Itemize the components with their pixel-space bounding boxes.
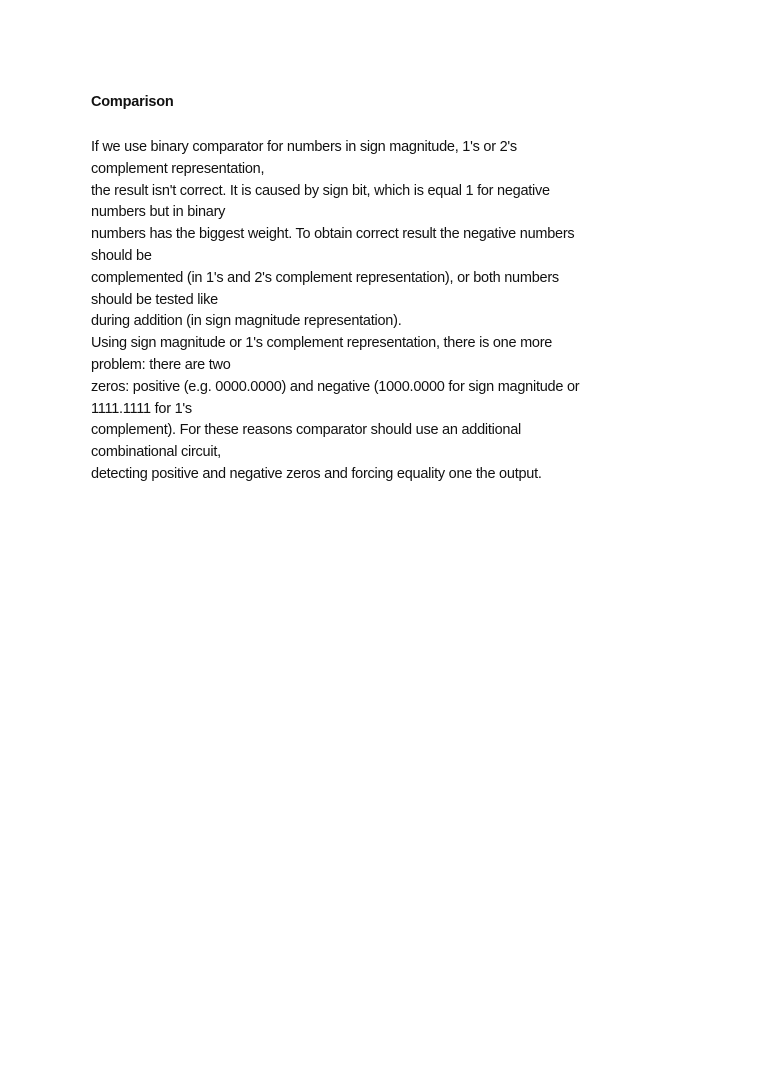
text-line: during addition (in sign magnitude representation).	[91, 313, 402, 330]
text-line: numbers has the biggest weight. To obtain correct result the negative numbers	[91, 226, 575, 243]
body-paragraph	[91, 137, 731, 486]
text-line: complement representation,	[91, 160, 265, 177]
text-line: complement). For these reasons comparator should use an additional	[91, 422, 522, 439]
text-line: detecting positive and negative zeros and forcing equality one the output.	[91, 465, 542, 482]
text-line: combinational circuit,	[91, 444, 221, 461]
document-page	[91, 92, 731, 486]
text-line: the result isn't correct. It is caused by sign bit, which is equal 1 for negative	[91, 182, 550, 199]
section-heading: Comparison	[91, 94, 174, 110]
text-line: complemented (in 1's and 2's complement representation), or both numbers	[91, 269, 559, 286]
text-line: problem: there are two	[91, 356, 231, 373]
text-line: 1111.1111 for 1's	[91, 400, 192, 417]
text-line: If we use binary comparator for numbers in sign magnitude, 1's or 2's	[91, 139, 517, 155]
text-line: numbers but in binary	[91, 204, 226, 221]
text-line: should be tested like	[91, 291, 218, 308]
text-line: Using sign magnitude or 1's complement representation, there is one more	[91, 335, 553, 352]
text-line: should be	[91, 247, 152, 264]
text-line: zeros: positive (e.g. 0000.0000) and negative (1000.0000 for sign magnitude or	[91, 378, 580, 395]
